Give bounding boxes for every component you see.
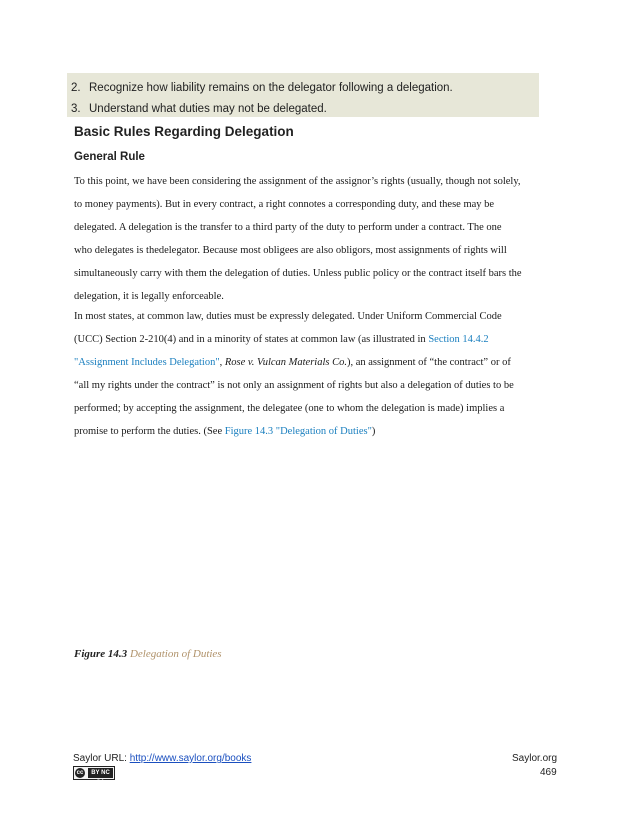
text-span: ), an assignment of “the contract” or of (346, 357, 511, 368)
cc-icon: cc (76, 770, 84, 776)
case-name: Rose v. Vulcan Materials Co. (224, 357, 347, 368)
objective-item (71, 103, 327, 115)
text-line: performed; by accepting the assignment, the delegatee (one to whom the delegation is made) implies a (74, 403, 505, 414)
objective-text: Understand what duties may not be delegated. (89, 103, 327, 115)
text-line (74, 356, 511, 370)
text-line (74, 425, 375, 439)
figure-label: Figure 14.3 (74, 648, 128, 660)
objective-text: Recognize how liability remains on the delegator following a delegation. (89, 82, 453, 94)
page-number: 469 (540, 767, 557, 778)
footer-org: Saylor.org (512, 753, 558, 764)
figure-title: Delegation of Duties (129, 648, 222, 660)
creative-commons-badge[interactable] (73, 766, 115, 786)
text-span: , (219, 357, 225, 368)
license-text: BY NC SA (88, 768, 113, 778)
section-heading: Basic Rules Regarding Delegation (74, 124, 294, 139)
learning-objectives-box (67, 73, 539, 117)
footer-url-label: Saylor URL: (73, 753, 130, 764)
text-line: simultaneously carry with them the delegation of duties. Unless public policy or the contract itself bars the (74, 268, 522, 279)
text-line: to money payments). But in every contract, a right connotes a corresponding duty, and these may be (74, 199, 495, 210)
text-line: In most states, at common law, duties must be expressly delegated. Under Uniform Commercial Code (74, 311, 502, 322)
subheading: General Rule (74, 151, 145, 163)
footer-url (73, 753, 251, 764)
text-line: “all my rights under the contract” is not only an assignment of rights but also a delegation of duties to be (74, 380, 514, 391)
figure-caption (74, 648, 222, 660)
section-link[interactable]: Section 14.4.2 (428, 334, 489, 345)
text-span: (UCC) Section 2-210(4) and in a minority of states at common law (as illustrated in (74, 334, 429, 345)
section-title-link[interactable]: "Assignment Includes Delegation" (74, 357, 220, 368)
text-line (74, 333, 489, 347)
text-line: delegated. A delegation is the transfer to a third party of the duty to perform under a contract. The one (74, 222, 502, 233)
objective-number: 2. (71, 82, 81, 94)
saylor-books-link[interactable]: http://www.saylor.org/books (129, 753, 252, 764)
text-line: who delegates is thedelegator. Because most obligees are also obligors, most assignments of rights will (74, 245, 507, 256)
text-line: To this point, we have been considering the assignment of the assignor’s rights (usually, though not solely, (74, 176, 521, 187)
figure-link[interactable]: Figure 14.3 "Delegation of Duties" (224, 426, 372, 437)
text-span: ) (371, 426, 376, 437)
objective-number: 3. (71, 103, 81, 115)
text-span: promise to perform the duties. (See (74, 426, 225, 437)
objective-item (71, 82, 453, 94)
text-line: delegation, it is legally enforceable. (74, 291, 224, 302)
